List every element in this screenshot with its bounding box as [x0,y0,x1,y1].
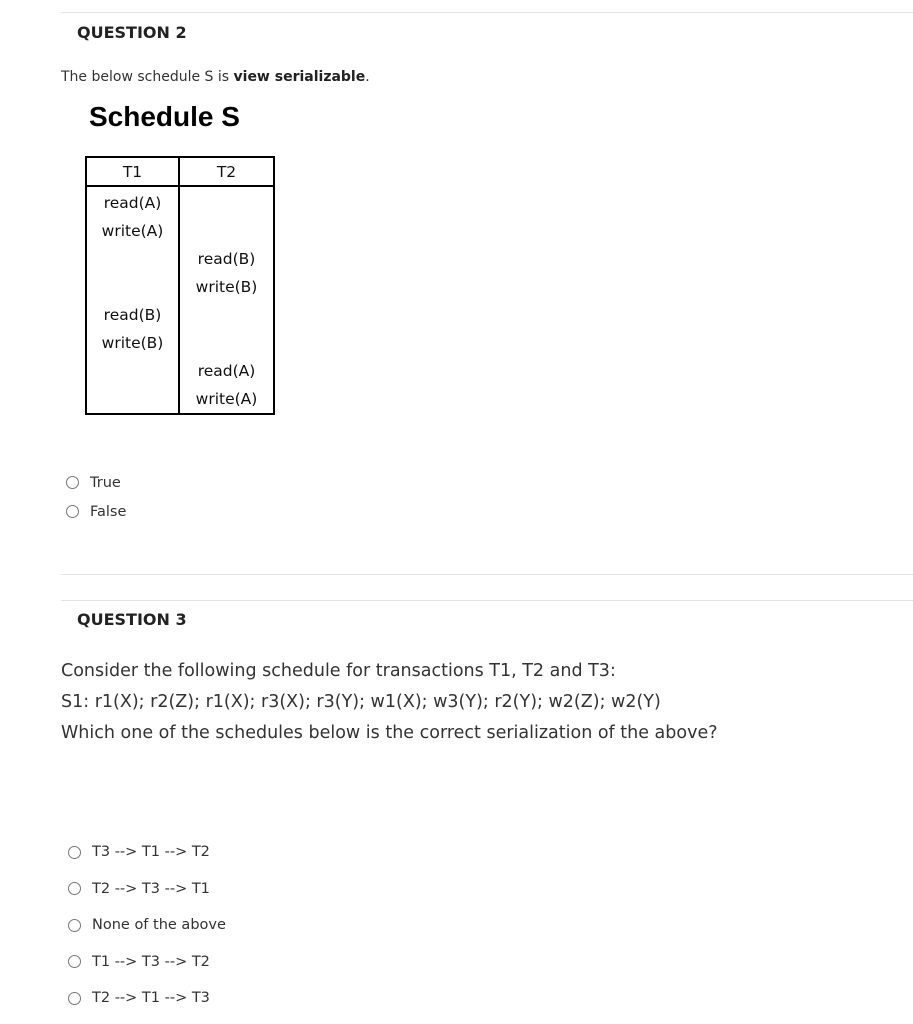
schedule-title: Schedule S [89,101,240,132]
option-label: False [90,503,127,520]
section-divider [61,574,913,575]
question-3-text [61,656,718,749]
option-t2-t1-t3[interactable] [68,980,226,1017]
top-divider [61,12,913,13]
question-2-statement [61,69,370,85]
t1-column [86,186,179,414]
t2-op: write(A) [195,390,258,408]
option-true[interactable] [66,468,126,497]
radio-button[interactable] [68,919,81,932]
option-t2-t3-t1[interactable] [68,871,226,908]
question-3-schedule: S1: r1(X); r2(Z); r1(X); r3(X); r3(Y); w1(X); w3(Y); r2(Y); w2(Z); w2(Y) [61,692,661,712]
radio-button[interactable] [66,476,79,489]
question-2-options [66,468,126,526]
option-label: T2 --> T3 --> T1 [92,880,210,897]
radio-button[interactable] [68,992,81,1005]
option-label: None of the above [92,917,226,934]
schedule-table [85,156,275,415]
question-3-line: Which one of the schedules below is the correct serialization of the above? [61,723,718,743]
statement-bold: view serializable [233,69,366,85]
t1-op: read(A) [103,194,162,212]
question-2-title: QUESTION 2 [77,23,187,42]
option-label: T3 --> T1 --> T2 [92,844,210,861]
t2-column [179,186,274,414]
radio-button[interactable] [68,955,81,968]
option-none-of-the-above[interactable] [68,907,226,944]
t1-op: write(A) [101,222,164,240]
section-divider [61,600,913,601]
t1-op: read(B) [103,306,162,324]
question-3-options [68,834,226,1017]
statement-prefix: The below schedule S is [61,69,234,85]
option-t1-t3-t2[interactable] [68,944,226,981]
option-label: True [90,474,121,491]
question-3-line: Consider the following schedule for transactions T1, T2 and T3: [61,661,616,681]
statement-suffix: . [365,69,370,85]
question-3-title: QUESTION 3 [77,610,187,629]
t2-op: read(B) [197,250,256,268]
t2-op: read(A) [197,362,256,380]
option-false[interactable] [66,497,126,526]
option-label: T2 --> T1 --> T3 [92,990,210,1007]
radio-button[interactable] [66,505,79,518]
header-t1: T1 [86,157,179,186]
t1-op: write(B) [101,334,164,352]
radio-button[interactable] [68,846,81,859]
option-label: T1 --> T3 --> T2 [92,953,210,970]
radio-button[interactable] [68,882,81,895]
option-t3-t1-t2[interactable] [68,834,226,871]
t2-op: write(B) [195,278,258,296]
header-t2: T2 [179,157,274,186]
